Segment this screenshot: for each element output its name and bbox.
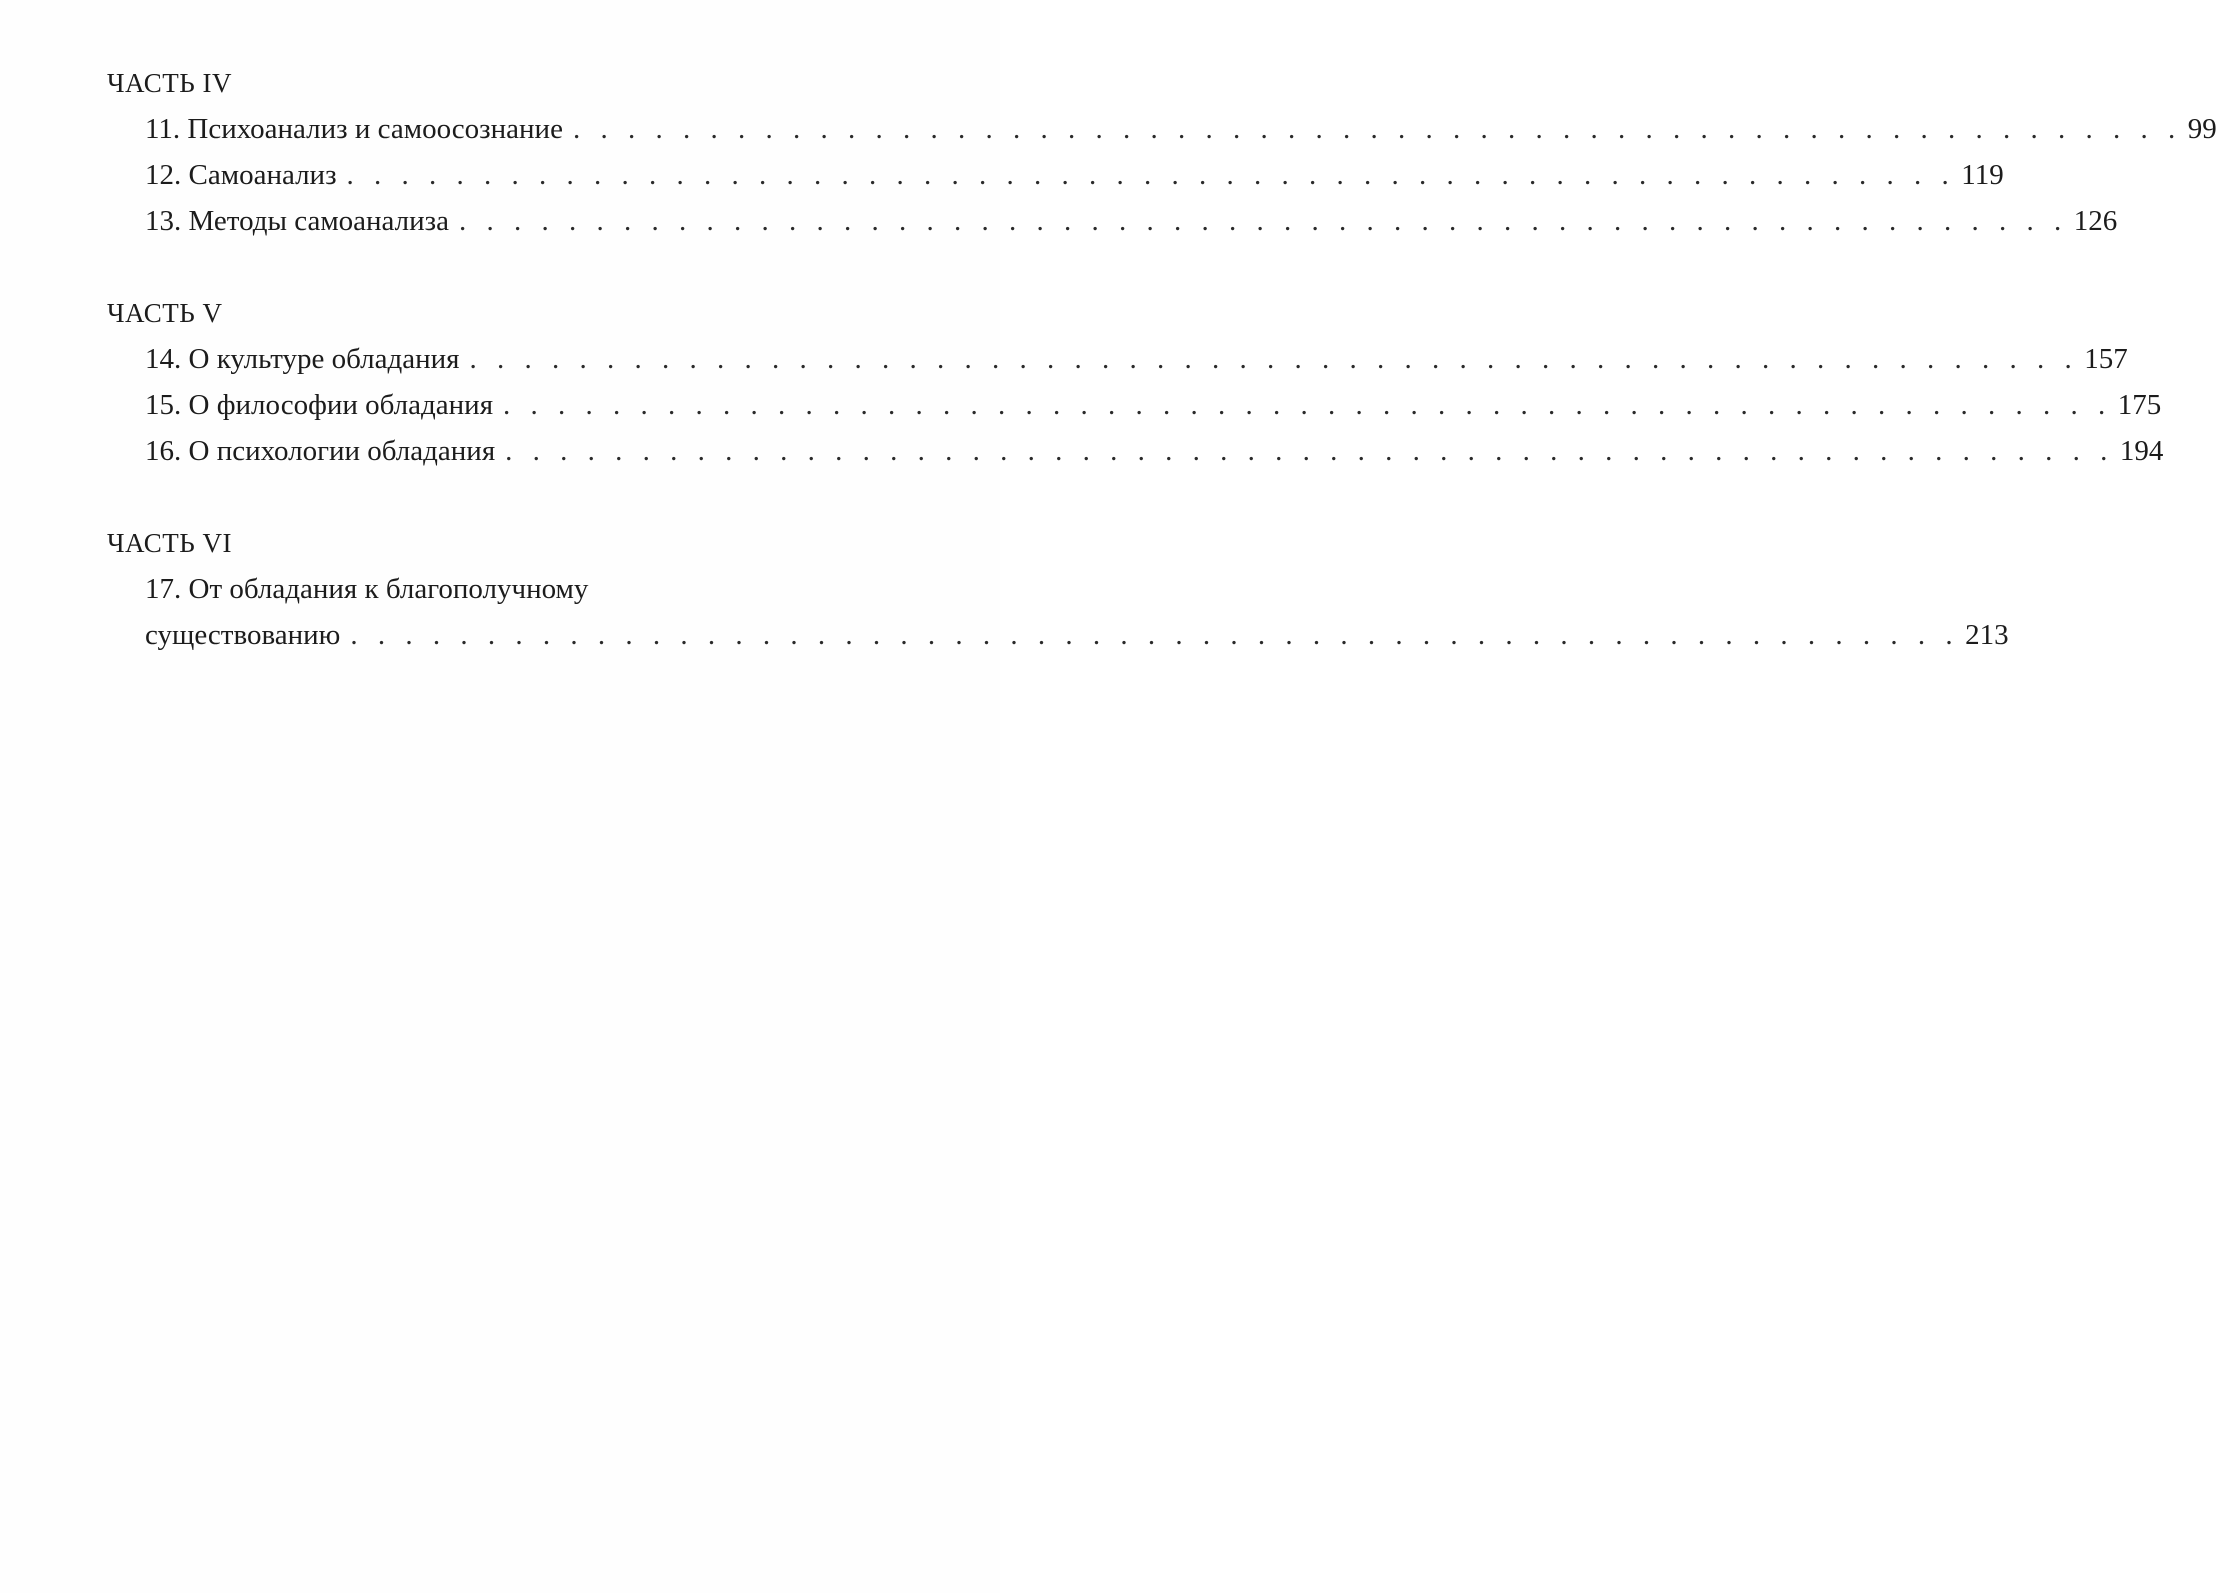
chapter-title: 15. О философии обладания — [145, 389, 494, 421]
part-title: ЧАСТЬ IV — [107, 68, 232, 98]
toc-entry — [107, 152, 2004, 198]
table-of-contents — [107, 60, 2217, 704]
toc-entry — [107, 382, 2162, 428]
toc-entry — [107, 198, 2118, 244]
toc-entry — [107, 428, 2164, 474]
chapter-title: 11. Психоанализ и самоосознание — [145, 113, 563, 145]
part-5 — [107, 290, 2164, 474]
page-number: 119 — [1961, 159, 2004, 191]
dot-leader: . . . . . . . . . . . . . . . . . . . . . . . . . . . . . . . . . . . . . . . . . . . . . . . . . . . . . . . . . . . — [350, 619, 1960, 651]
chapter-title: 12. Самоанализ — [145, 159, 337, 191]
chapter-title-line-1: 17. От обладания к благополучному — [145, 573, 589, 605]
page-number: 213 — [1965, 619, 2009, 651]
part-title: ЧАСТЬ V — [107, 298, 223, 328]
dot-leader: . . . . . . . . . . . . . . . . . . . . . . . . . . . . . . . . . . . . . . . . . . . . . . . . . . . . . . . . . . . — [459, 205, 2068, 237]
dot-leader: . . . . . . . . . . . . . . . . . . . . . . . . . . . . . . . . . . . . . . . . . . . . . . . . . . . . . . . . . . . — [469, 343, 2079, 375]
part-4 — [107, 60, 2217, 244]
dot-leader: . . . . . . . . . . . . . . . . . . . . . . . . . . . . . . . . . . . . . . . . . . . . . . . . . . . . . . . . . . . — [346, 159, 1956, 191]
page-number: 175 — [2117, 389, 2162, 421]
part-6 — [107, 520, 2009, 658]
dot-leader: . . . . . . . . . . . . . . . . . . . . . . . . . . . . . . . . . . . . . . . . . . . . . . . . . . . . . . . . . . . — [503, 389, 2112, 421]
chapter-title-line-2: существованию — [145, 619, 341, 651]
page-number: 194 — [2119, 435, 2164, 467]
page-number: 126 — [2073, 205, 2118, 237]
chapter-title: 16. О психологии обладания — [145, 435, 496, 467]
toc-entry — [107, 106, 2217, 152]
chapter-title: 14. О культуре обладания — [145, 343, 460, 375]
dot-leader: . . . . . . . . . . . . . . . . . . . . . . . . . . . . . . . . . . . . . . . . . . . . . . . . . . . . . . . . . . . — [505, 435, 2114, 467]
dot-leader: . . . . . . . . . . . . . . . . . . . . . . . . . . . . . . . . . . . . . . . . . . . . . . . . . . . . . . . . . . . — [572, 113, 2182, 145]
page-number: 99 — [2187, 113, 2217, 145]
chapter-title: 13. Методы самоанализа — [145, 205, 450, 237]
toc-entry — [107, 336, 2128, 382]
page-number: 157 — [2084, 343, 2128, 375]
toc-entry — [107, 566, 2009, 658]
part-title: ЧАСТЬ VI — [107, 528, 232, 558]
